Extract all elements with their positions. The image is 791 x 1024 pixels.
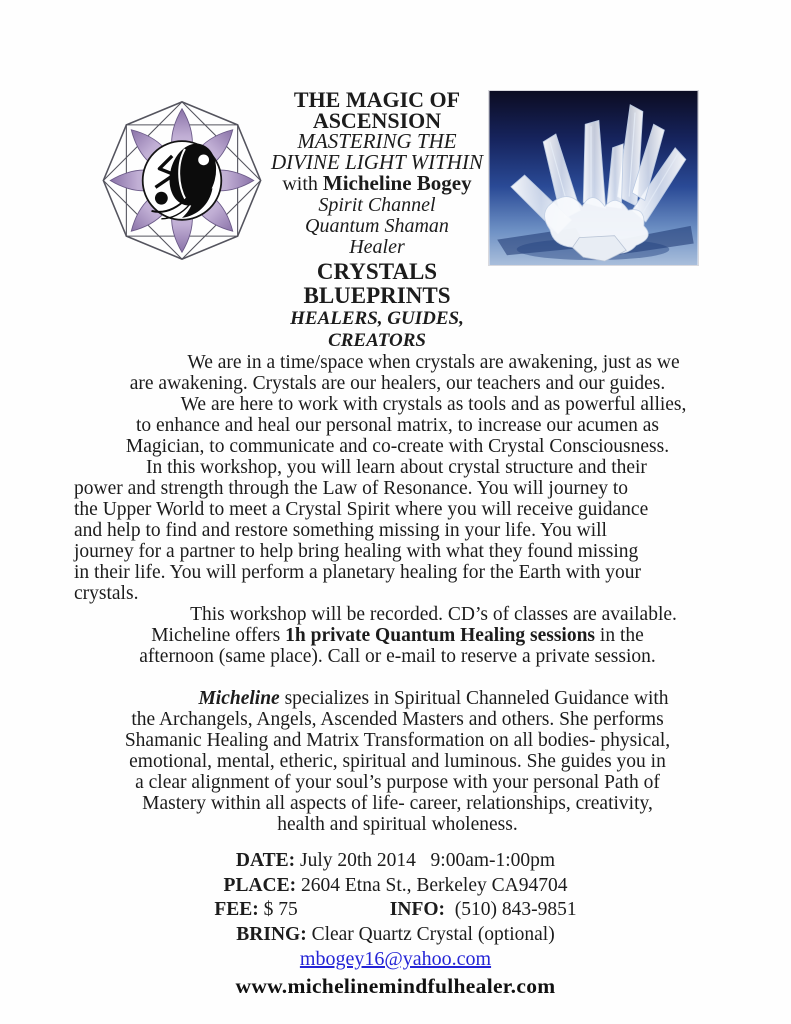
text-line: the Archangels, Angels, Ascended Masters and others. She performs <box>131 709 664 730</box>
title-line: THE MAGIC OF <box>293 87 461 112</box>
text-line: the Upper World to meet a Crystal Spirit where you will receive guidance <box>74 499 649 520</box>
bring-value: Clear Quartz Crystal (optional) <box>306 923 555 945</box>
text-line: and help to find and restore something missing in your life. You will <box>74 520 607 541</box>
text-line: In this workshop, you will learn about crystal structure and their <box>146 457 647 478</box>
text-line: Magician, to communicate and co-create with Crystal Consciousness. <box>125 436 670 457</box>
role-line: Quantum Shaman <box>305 215 449 237</box>
text-line: crystals. <box>74 583 139 604</box>
fee-info-line <box>0 898 791 923</box>
bring-line <box>0 923 791 948</box>
email-link[interactable]: mbogey16@yahoo.com <box>299 948 492 970</box>
text-line: in their life. You will perform a planetary healing for the Earth with your <box>74 562 641 583</box>
date-value: July 20th 2014 9:00am-1:00pm <box>295 850 556 871</box>
text-line: journey for a partner to help bring healing with what they found missing <box>74 541 639 562</box>
crystal-cluster-image <box>488 90 699 266</box>
date-line <box>0 849 791 874</box>
fee-label: FEE: <box>214 899 259 920</box>
text-line: Shamanic Healing and Matrix Transformation on all bodies- physical, <box>124 730 671 751</box>
subtitle-line: DIVINE LIGHT WITHIN <box>271 150 483 174</box>
presenter-name: Micheline Bogey <box>322 171 472 195</box>
title-line: ASCENSION <box>312 108 442 133</box>
event-details <box>0 849 791 1000</box>
website-text: www.michelinemindfulhealer.com <box>235 973 556 998</box>
workshop-title: CRYSTALS BLUEPRINTS <box>303 259 451 308</box>
subtitle-line: MASTERING THE <box>297 129 457 153</box>
crystal-cluster-photo <box>488 90 701 268</box>
paragraph <box>74 457 721 604</box>
fee-value: $ 75 <box>258 899 298 920</box>
info-value: (510) 843-9851 <box>445 899 577 920</box>
header-title-block <box>266 88 488 352</box>
flyer-header <box>0 0 791 352</box>
workshop-subtitle: HEALERS, GUIDES, CREATORS <box>290 308 464 351</box>
text-line: emotional, mental, etheric, spiritual and luminous. She guides you in <box>129 751 666 772</box>
text-line: health and spiritual wholeness. <box>277 814 518 835</box>
presenter-line: with Micheline Bogey <box>282 171 472 195</box>
lotus-mandala-icon <box>98 94 266 266</box>
place-line <box>0 874 791 899</box>
text-line: We are in a time/space when crystals are awakening, just as we <box>187 352 680 373</box>
info-label: INFO: <box>389 899 446 920</box>
text-line: afternoon (same place). Call or e-mail to reserve a private session. <box>139 646 656 667</box>
email-line <box>0 947 791 973</box>
text-line: a clear alignment of your soul’s purpose with your personal Path of <box>135 772 660 793</box>
date-label: DATE: <box>235 850 296 871</box>
place-label: PLACE: <box>223 874 297 896</box>
paragraph <box>74 352 721 394</box>
paragraph <box>74 688 721 835</box>
role-line: Spirit Channel <box>318 194 436 216</box>
text-line: Micheline specializes in Spiritual Channeled Guidance with <box>198 688 669 709</box>
text-line: Micheline offers 1h private Quantum Healing sessions in the <box>151 625 644 646</box>
text-line: power and strength through the Law of Resonance. You will journey to <box>74 478 629 499</box>
text-line: are awakening. Crystals are our healers, our teachers and our guides. <box>129 373 666 394</box>
body-paragraphs <box>74 352 721 835</box>
bring-label: BRING: <box>236 923 307 945</box>
role-line: Healer <box>349 236 405 258</box>
paragraph <box>74 604 721 667</box>
text-line: We are here to work with crystals as tools and as powerful allies, <box>180 394 687 415</box>
lotus-mandala-logo <box>98 94 266 266</box>
paragraph <box>74 394 721 457</box>
place-value: 2604 Etna St., Berkeley CA94704 <box>296 874 568 896</box>
text-line: This workshop will be recorded. CD’s of classes are available. <box>190 604 677 625</box>
text-line: Mastery within all aspects of life- career, relationships, creativity, <box>142 793 653 814</box>
text-line: to enhance and heal our personal matrix, to increase our acumen as <box>135 415 660 436</box>
